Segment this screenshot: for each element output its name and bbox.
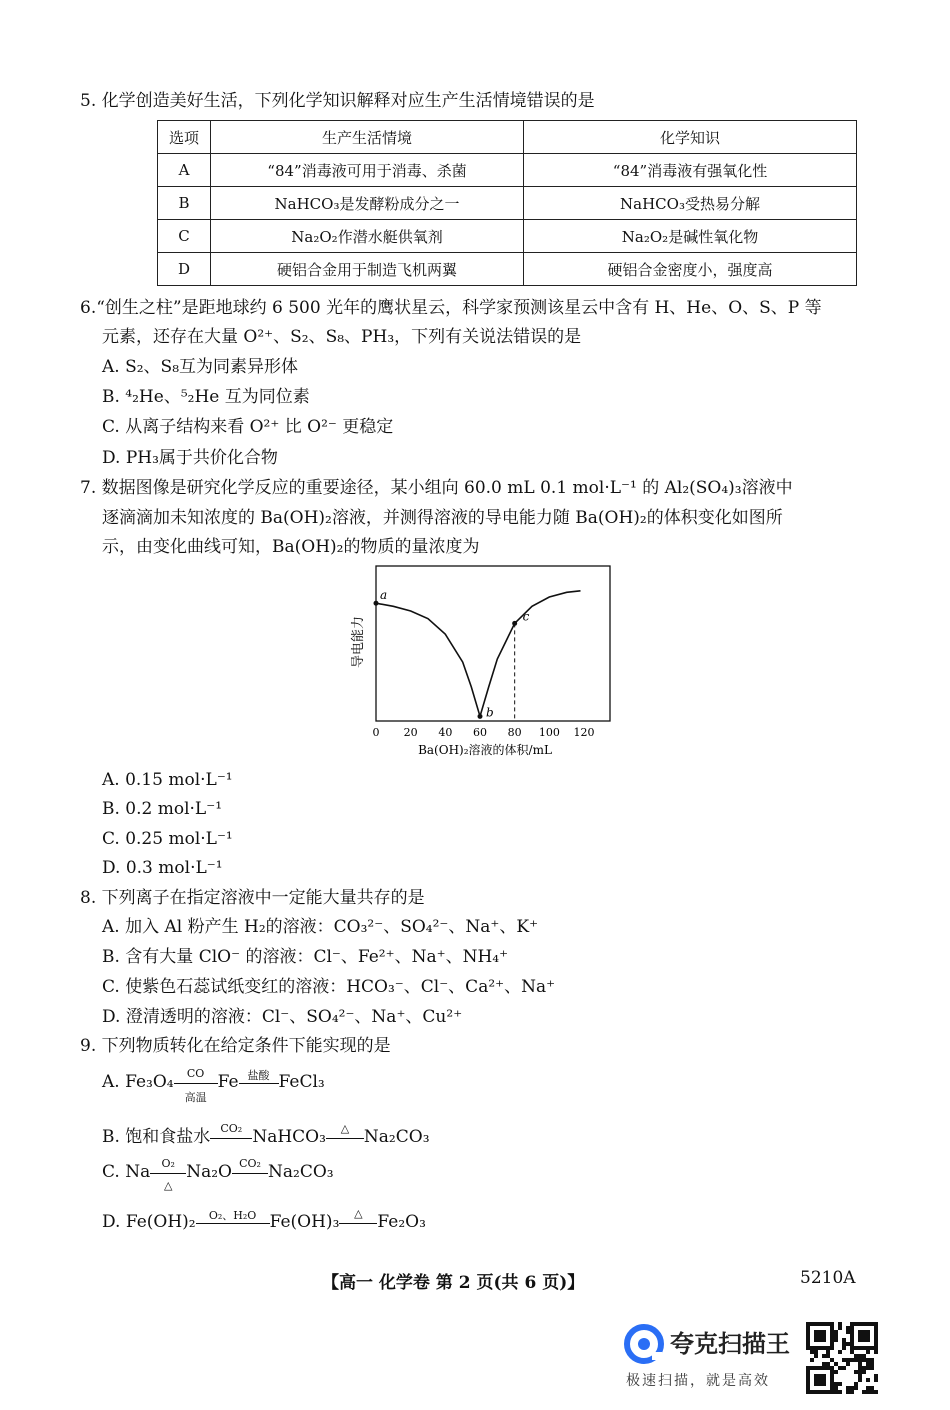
table-cell: B [158, 187, 211, 220]
q8-option-a: A. 加入 Al 粉产生 H₂的溶液：CO₃²⁻、SO₄²⁻、Na⁺、K⁺ [102, 917, 539, 937]
point-label-c: c [522, 609, 530, 624]
plot-frame [376, 566, 610, 721]
reaction-arrow: CO₂ [210, 1136, 252, 1139]
table-header: 选项 [158, 121, 211, 154]
reactant: A. Fe₃O₄ [102, 1072, 174, 1092]
reactant: C. Na [102, 1162, 151, 1182]
table-cell: “84”消毒液可用于消毒、杀菌 [211, 154, 524, 187]
x-tick-label: 0 [372, 726, 380, 739]
x-tick-label: 80 [507, 726, 522, 739]
q7-option-b: B. 0.2 mol·L⁻¹ [102, 799, 223, 819]
table-cell: D [158, 253, 211, 286]
quark-logo-icon [624, 1324, 664, 1364]
q7-option-c: C. 0.25 mol·L⁻¹ [102, 829, 233, 849]
reactant: D. Fe(OH)₂ [102, 1212, 196, 1232]
point-label-a: a [380, 588, 388, 603]
table-header-row [158, 121, 857, 154]
x-tick-label: 100 [538, 726, 560, 739]
reaction-arrow: CO₂ [232, 1171, 268, 1174]
q5-stem: 5. 化学创造美好生活，下列化学知识解释对应生产生活情境错误的是 [80, 91, 595, 111]
intermediate: Na₂O [186, 1162, 232, 1182]
q7-stem-line3: 示，由变化曲线可知，Ba(OH)₂的物质的量浓度为 [102, 537, 480, 557]
reaction-arrow: △ [326, 1136, 364, 1139]
q6-option-c: C. 从离子结构来看 O²⁺ 比 O²⁻ 更稳定 [102, 417, 394, 437]
conductivity-curve [376, 591, 581, 720]
intermediate: Fe(OH)₃ [269, 1212, 340, 1232]
conductivity-chart [340, 560, 630, 760]
table-cell: NaHCO₃是发酵粉成分之一 [211, 187, 524, 220]
table-row [158, 253, 857, 286]
reaction-arrow: O₂、H₂O [196, 1221, 270, 1224]
table-cell: Na₂O₂作潜水艇供氧剂 [211, 220, 524, 253]
x-tick-label: 40 [438, 726, 453, 739]
table-cell: C [158, 220, 211, 253]
q6-stem-line1: 6.“创生之柱”是距地球约 6 500 光年的鹰状星云，科学家预测该星云中含有 H、He、O、S、P 等 [80, 298, 822, 318]
table-row [158, 154, 857, 187]
table-cell: Na₂O₂是碱性氧化物 [524, 220, 857, 253]
x-tick-label: 20 [403, 726, 418, 739]
reaction-arrow: O₂ △ [150, 1171, 186, 1174]
product: FeCl₃ [278, 1072, 325, 1092]
q5-table [157, 120, 857, 286]
q6-option-b: B. ⁴₂He、⁵₂He 互为同位素 [102, 387, 310, 407]
q8-option-d: D. 澄清透明的溶液：Cl⁻、SO₄²⁻、Na⁺、Cu²⁺ [102, 1007, 463, 1027]
table-cell: 硬铝合金密度小，强度高 [524, 253, 857, 286]
arrow-condition-bottom: 高温 [184, 1091, 207, 1104]
q6-option-d: D. PH₃属于共价化合物 [102, 448, 278, 468]
intermediate: Fe [217, 1072, 239, 1092]
brand-slogan: 极速扫描，就是高效 [626, 1373, 770, 1389]
q6-stem-line2: 元素，还存在大量 O²⁺、S₂、S₈、PH₃，下列有关说法错误的是 [102, 327, 582, 347]
q8-option-b: B. 含有大量 ClO⁻ 的溶液：Cl⁻、Fe²⁺、Na⁺、NH₄⁺ [102, 947, 509, 967]
table-row [158, 187, 857, 220]
q9-option-b [102, 1122, 430, 1147]
reaction-arrow: △ [339, 1221, 377, 1224]
q7-stem-line1: 7. 数据图像是研究化学反应的重要途径，某小组向 60.0 mL 0.1 mol·L⁻¹ 的 Al₂(SO₄)₃溶液中 [80, 478, 793, 498]
table-cell: “84”消毒液有强氧化性 [524, 154, 857, 187]
table-header: 生产生活情境 [211, 121, 524, 154]
qr-code-icon [806, 1322, 878, 1394]
x-tick-label: 120 [573, 726, 595, 739]
point-a [374, 601, 379, 606]
table-cell: A [158, 154, 211, 187]
q9-stem: 9. 下列物质转化在给定条件下能实现的是 [80, 1036, 391, 1056]
reaction-arrow [239, 1069, 279, 1084]
q8-option-c: C. 使紫色石蕊试纸变红的溶液：HCO₃⁻、Cl⁻、Ca²⁺、Na⁺ [102, 977, 556, 997]
table-header: 化学知识 [524, 121, 857, 154]
table-row [158, 220, 857, 253]
q7-option-a: A. 0.15 mol·L⁻¹ [102, 770, 233, 790]
product: Fe₂O₃ [377, 1212, 426, 1232]
q6-option-a: A. S₂、S₈互为同素异形体 [102, 357, 299, 377]
arrow-condition-top: CO [186, 1067, 205, 1080]
q7-stem-line2: 逐滴滴加未知浓度的 Ba(OH)₂溶液，并测得溶液的导电能力随 Ba(OH)₂的体积变化如图所 [102, 508, 783, 528]
q9-option-a [102, 1067, 325, 1104]
q7-option-d: D. 0.3 mol·L⁻¹ [102, 858, 223, 878]
brand-name: 夸克扫描王 [670, 1330, 790, 1358]
arrow-condition-top: 盐酸 [247, 1069, 270, 1082]
chart-y-label: 导电能力 [351, 615, 366, 669]
reactant: B. 饱和食盐水 [102, 1127, 211, 1147]
table-cell: 硬铝合金用于制造飞机两翼 [211, 253, 524, 286]
page-footer: 【高一 化学卷 第 2 页(共 6 页)】 [322, 1273, 585, 1293]
chart-x-label: Ba(OH)₂溶液的体积/mL [418, 743, 552, 757]
q8-stem: 8. 下列离子在指定溶液中一定能大量共存的是 [80, 888, 425, 908]
paper-code: 5210A [800, 1268, 856, 1288]
product: Na₂CO₃ [363, 1127, 430, 1147]
table-cell: NaHCO₃受热易分解 [524, 187, 857, 220]
point-b [478, 714, 483, 719]
point-c [512, 621, 517, 626]
reaction-arrow [174, 1067, 218, 1104]
x-tick-label: 60 [473, 726, 487, 739]
point-label-b: b [486, 705, 494, 720]
intermediate: NaHCO₃ [252, 1127, 326, 1147]
q9-option-d [102, 1207, 426, 1232]
q9-option-c [102, 1157, 334, 1192]
product: Na₂CO₃ [268, 1162, 334, 1182]
